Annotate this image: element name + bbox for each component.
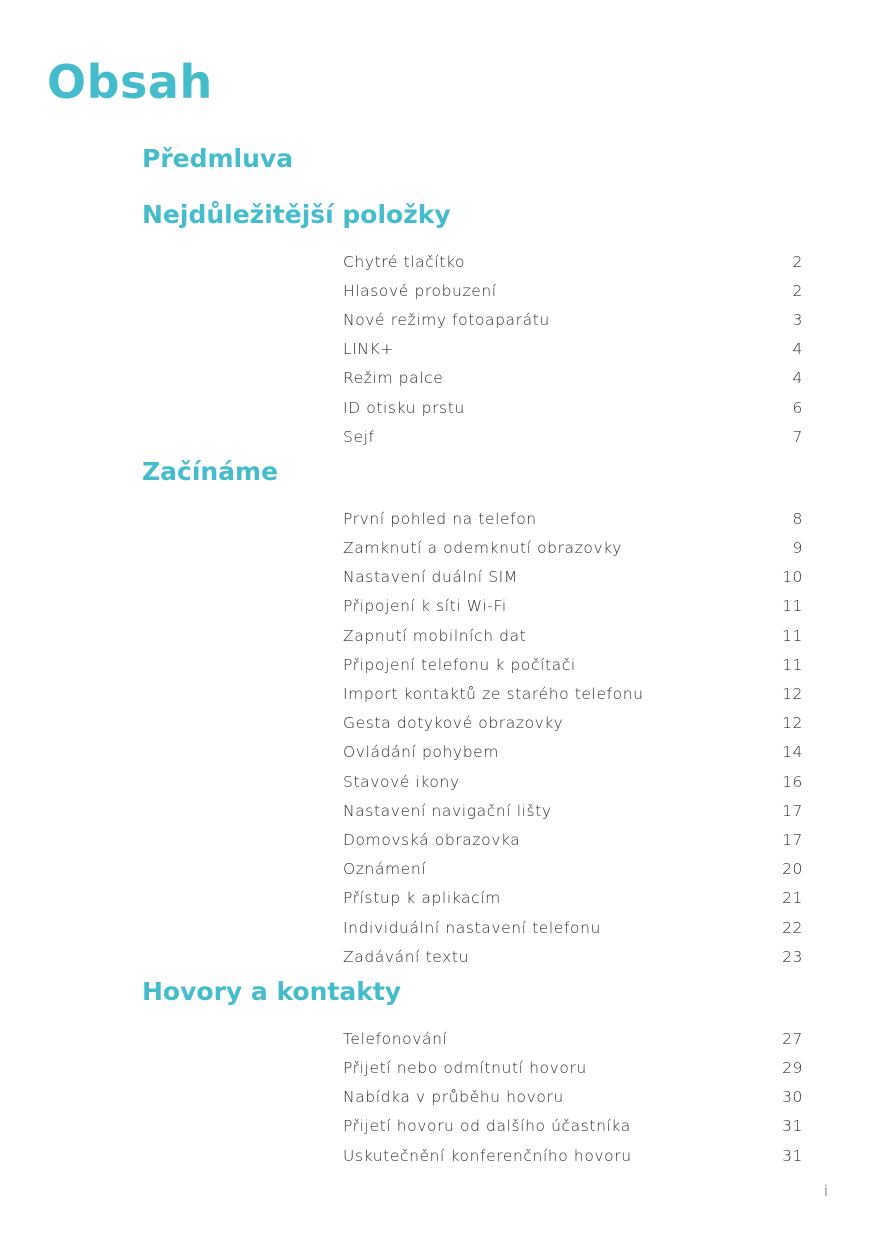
- entry-page: 21: [782, 889, 803, 908]
- toc-entry[interactable]: [343, 305, 803, 334]
- entry-page: 14: [782, 743, 803, 762]
- toc-entry[interactable]: [343, 422, 803, 451]
- entry-label: LINK+: [343, 340, 394, 359]
- toc-entry[interactable]: [343, 592, 803, 621]
- entry-page: 4: [792, 340, 803, 359]
- entry-list: [0, 504, 874, 971]
- toc-entry[interactable]: [343, 563, 803, 592]
- toc-entry[interactable]: [343, 942, 803, 971]
- entry-label: Sejf: [343, 427, 375, 446]
- toc-entry[interactable]: [343, 1083, 803, 1112]
- chapter-title[interactable]: Nejdůležitější položky: [142, 200, 451, 229]
- chapter: [0, 194, 874, 451]
- entry-label: Uskutečnění konferenčního hovoru: [343, 1146, 632, 1165]
- entry-page: 29: [782, 1059, 803, 1078]
- entry-page: 30: [782, 1088, 803, 1107]
- entry-label: Připojení k síti Wi-Fi: [343, 597, 507, 616]
- entry-label: Zamknutí a odemknutí obrazovky: [343, 539, 623, 558]
- entry-label: Oznámení: [343, 860, 427, 879]
- toc-entry[interactable]: [343, 534, 803, 563]
- entry-label: Gesta dotykové obrazovky: [343, 714, 564, 733]
- toc-entry[interactable]: [343, 504, 803, 533]
- entry-label: Telefonování: [343, 1029, 448, 1048]
- entry-page: 10: [782, 568, 803, 587]
- entry-page: 17: [782, 801, 803, 820]
- entry-page: 8: [792, 509, 803, 528]
- entry-label: Režim palce: [343, 369, 444, 388]
- toc-entry[interactable]: [343, 913, 803, 942]
- entry-label: Ovládání pohybem: [343, 743, 499, 762]
- toc-entry[interactable]: [343, 767, 803, 796]
- entry-label: Zapnutí mobilních dat: [343, 626, 527, 645]
- toc-entry[interactable]: [343, 1024, 803, 1053]
- toc-entry[interactable]: [343, 796, 803, 825]
- entry-label: Import kontaktů ze starého telefonu: [343, 685, 644, 704]
- chapter-title[interactable]: Předmluva: [142, 144, 294, 173]
- toc-entry[interactable]: [343, 393, 803, 422]
- entry-page: 12: [782, 714, 803, 733]
- entry-page: 11: [782, 626, 803, 645]
- table-of-contents: [0, 138, 874, 1170]
- entry-label: Přístup k aplikacím: [343, 889, 501, 908]
- entry-page: 23: [782, 947, 803, 966]
- toc-entry[interactable]: [343, 335, 803, 364]
- toc-entry[interactable]: [343, 1141, 803, 1170]
- entry-list: [0, 1024, 874, 1170]
- entry-label: Nastavení duální SIM: [343, 568, 518, 587]
- entry-label: Individuální nastavení telefonu: [343, 918, 601, 937]
- toc-entry[interactable]: [343, 709, 803, 738]
- entry-page: 4: [792, 369, 803, 388]
- entry-page: 31: [782, 1117, 803, 1136]
- entry-label: Zadávání textu: [343, 947, 469, 966]
- toc-entry[interactable]: [343, 247, 803, 276]
- entry-page: 22: [782, 918, 803, 937]
- entry-label: Připojení telefonu k počítači: [343, 655, 576, 674]
- entry-page: 3: [792, 310, 803, 329]
- toc-entry[interactable]: [343, 825, 803, 854]
- chapter-title[interactable]: Začínáme: [142, 457, 279, 487]
- entry-page: 2: [792, 281, 803, 300]
- entry-page: 12: [782, 685, 803, 704]
- entry-label: Nastavení navigační lišty: [343, 801, 552, 820]
- entry-page: 7: [792, 427, 803, 446]
- entry-page: 16: [782, 772, 803, 791]
- toc-entry[interactable]: [343, 1054, 803, 1083]
- entry-label: Přijetí nebo odmítnutí hovoru: [343, 1059, 587, 1078]
- toc-entry[interactable]: [343, 855, 803, 884]
- entry-page: 11: [782, 597, 803, 616]
- entry-label: Přijetí hovoru od dalšího účastníka: [343, 1117, 631, 1136]
- entry-page: 2: [792, 252, 803, 271]
- toc-entry[interactable]: [343, 738, 803, 767]
- entry-page: 20: [782, 860, 803, 879]
- entry-list: [0, 247, 874, 451]
- toc-entry[interactable]: [343, 276, 803, 305]
- entry-page: 31: [782, 1146, 803, 1165]
- entry-label: Nové režimy fotoaparátu: [343, 310, 550, 329]
- entry-label: Hlasové probuzení: [343, 281, 497, 300]
- toc-entry[interactable]: [343, 650, 803, 679]
- toc-entry[interactable]: [343, 884, 803, 913]
- entry-label: První pohled na telefon: [343, 509, 537, 528]
- entry-label: Domovská obrazovka: [343, 830, 521, 849]
- page-title: Obsah: [47, 55, 213, 109]
- entry-page: 11: [782, 655, 803, 674]
- toc-entry[interactable]: [343, 679, 803, 708]
- entry-page: 27: [782, 1029, 803, 1048]
- entry-label: Chytré tlačítko: [343, 252, 466, 271]
- toc-entry[interactable]: [343, 1112, 803, 1141]
- page-number: i: [823, 1182, 828, 1200]
- entry-page: 6: [792, 398, 803, 417]
- toc-entry[interactable]: [343, 621, 803, 650]
- chapter: [0, 971, 874, 1170]
- chapter: [0, 451, 874, 971]
- chapter: [0, 138, 874, 180]
- entry-page: 17: [782, 830, 803, 849]
- toc-entry[interactable]: [343, 364, 803, 393]
- entry-label: ID otisku prstu: [343, 398, 465, 417]
- chapter-title[interactable]: Hovory a kontakty: [142, 977, 402, 1007]
- entry-label: Stavové ikony: [343, 772, 460, 791]
- entry-label: Nabídka v průběhu hovoru: [343, 1088, 564, 1107]
- entry-page: 9: [792, 539, 803, 558]
